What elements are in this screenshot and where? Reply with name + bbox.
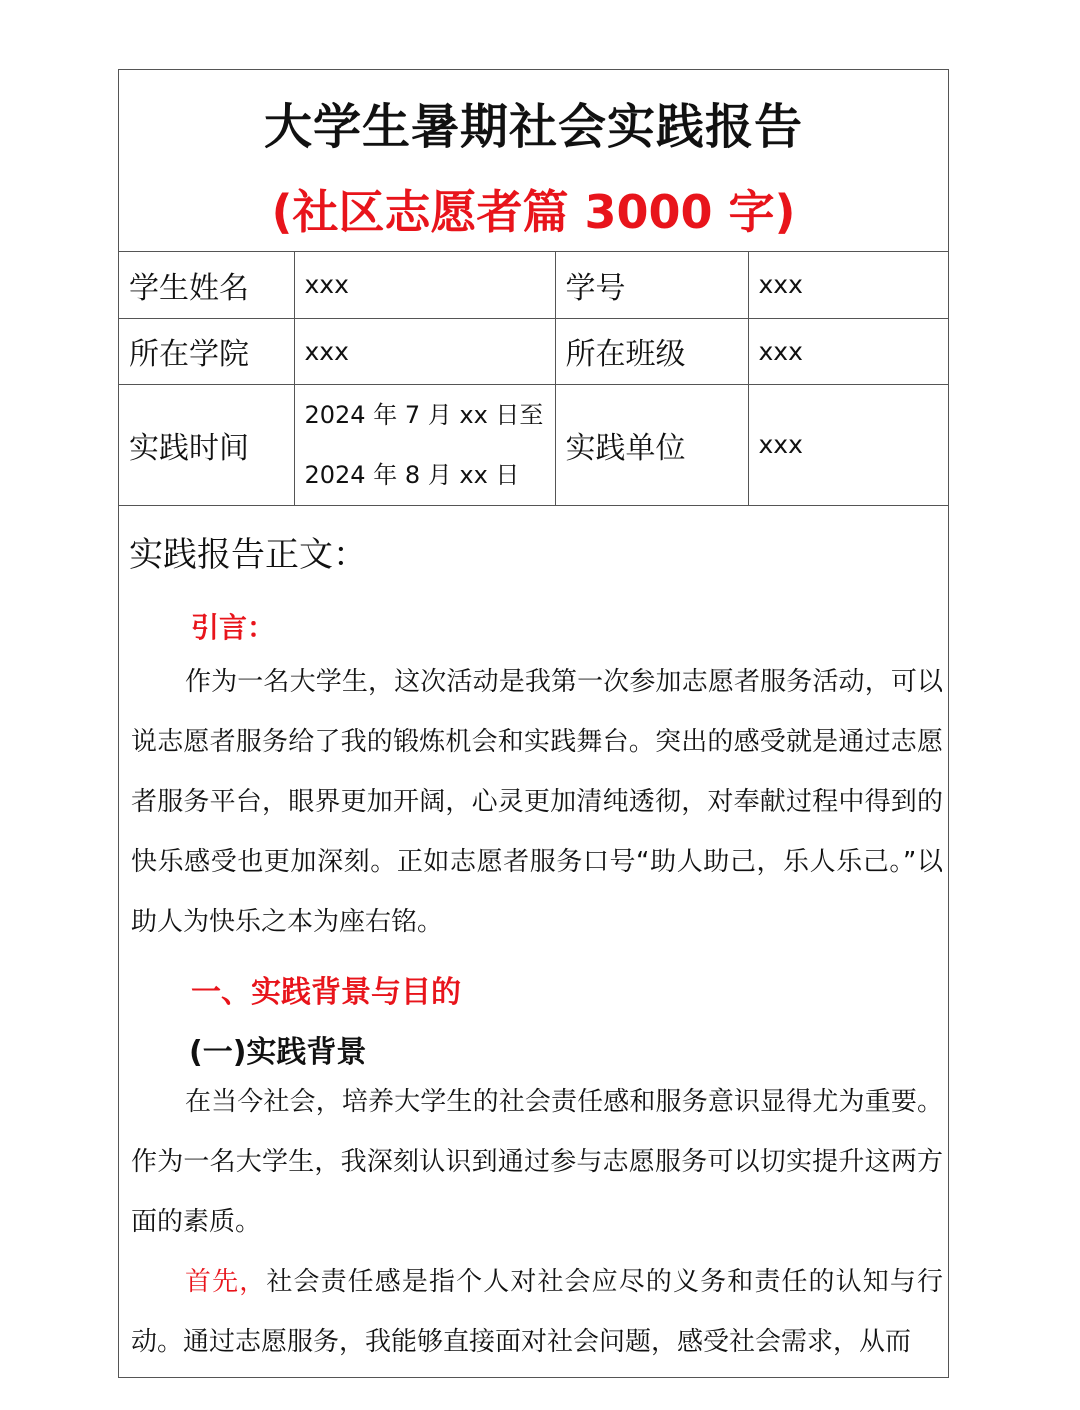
college-value: xxx bbox=[294, 318, 555, 384]
info-table bbox=[119, 252, 949, 506]
part1-heading: 一、实践背景与目的 bbox=[191, 975, 461, 1010]
student-name-value: xxx bbox=[294, 252, 555, 318]
unit-label: 实践单位 bbox=[555, 384, 748, 505]
report-title: 大学生暑期社会实践报告 bbox=[263, 99, 803, 155]
class-label: 所在班级 bbox=[555, 318, 748, 384]
info-row bbox=[119, 384, 949, 505]
background-paragraph: 在当今社会，培养大学生的社会责任感和服务意识显得尤为重要。作为一名大学生，我深刻认识到通过参与志愿服务可以切实提升这两方面的素质。 bbox=[131, 1087, 943, 1237]
time-value-start: 2024 年 7 月 xx 日至 bbox=[304, 400, 544, 429]
first-lead: 首先， bbox=[185, 1267, 267, 1297]
title-block bbox=[119, 70, 948, 252]
student-name-label: 学生姓名 bbox=[119, 252, 294, 318]
info-row bbox=[119, 252, 949, 318]
student-id-label: 学号 bbox=[555, 252, 748, 318]
class-value: xxx bbox=[748, 318, 949, 384]
intro-heading: 引言： bbox=[191, 611, 276, 644]
student-id-value: xxx bbox=[748, 252, 949, 318]
time-value bbox=[294, 384, 555, 505]
first-paragraph bbox=[131, 1252, 943, 1372]
first-paragraph-text: 社会责任感是指个人对社会应尽的义务和责任的认知与行动。通过志愿服务，我能够直接面对社会问题，感受社会需求，从而 bbox=[131, 1267, 943, 1357]
time-value-end: 2024 年 8 月 xx 日 bbox=[304, 460, 520, 489]
info-row bbox=[119, 318, 949, 384]
document-frame bbox=[118, 69, 949, 1378]
report-subtitle: (社区志愿者篇 3000 字) bbox=[271, 185, 796, 239]
intro-paragraph: 作为一名大学生，这次活动是我第一次参加志愿者服务活动，可以说志愿者服务给了我的锻炼机会和实践舞台。突出的感受就是通过志愿者服务平台，眼界更加开阔，心灵更加清纯透彻，对奉献过程中得到的快乐感受也更加深刻。正如志愿者服务口号“助人助己，乐人乐己。”以助人为快乐之本为座右铭。 bbox=[131, 667, 943, 937]
unit-value: xxx bbox=[748, 384, 949, 505]
part1-sub-heading: (一)实践背景 bbox=[189, 1035, 367, 1070]
college-label: 所在学院 bbox=[119, 318, 294, 384]
section-title: 实践报告正文： bbox=[129, 535, 367, 575]
time-label: 实践时间 bbox=[119, 384, 294, 505]
